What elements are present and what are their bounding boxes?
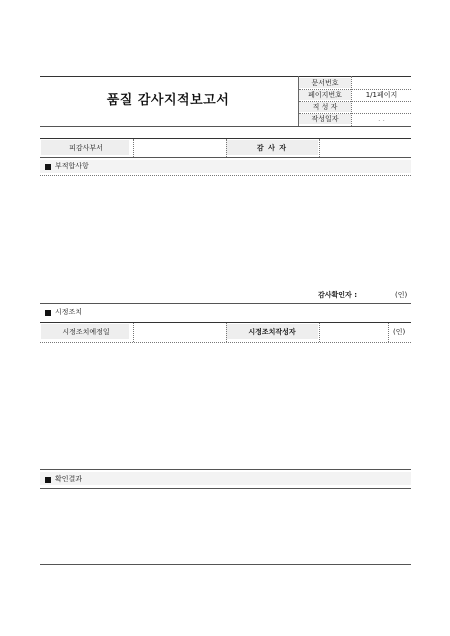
- form-bottom-rule: [40, 564, 411, 565]
- corrective-row-bottom-rule: [40, 342, 411, 343]
- doc-number-label: 문서번호: [311, 79, 339, 87]
- document-title: 품질 감사지적보고서: [106, 93, 230, 108]
- audit-confirmer-label: 감사확인자 :: [318, 291, 358, 299]
- audited-dept-label: 피감사부서: [69, 144, 103, 152]
- meta-row-rule: [299, 89, 411, 90]
- audit-row-bottom-rule: [40, 157, 411, 158]
- auditor-label: 감 사 자: [256, 144, 288, 152]
- page-number-label: 페이지번호: [308, 91, 342, 99]
- author-label: 직 성 자: [312, 103, 338, 111]
- header-bottom-rule: [40, 126, 411, 127]
- square-bullet-icon: [45, 477, 51, 483]
- date-value[interactable]: . .: [378, 115, 385, 123]
- corrective-author-label: 시정조치작성자: [248, 328, 296, 336]
- corrective-content-area[interactable]: [40, 345, 411, 465]
- seal-mark[interactable]: (인): [393, 328, 406, 336]
- meta-row-rule: [299, 113, 411, 114]
- corrective-heading: 시정조치: [55, 308, 83, 316]
- nonconformity-content-area[interactable]: [40, 177, 411, 285]
- date-label: 작성일자: [311, 115, 339, 123]
- cell-divider: [319, 323, 320, 342]
- cell-divider: [388, 323, 389, 342]
- section-header-bg: [40, 472, 411, 485]
- section-divider: [40, 469, 411, 470]
- verification-heading: 확인결과: [55, 475, 83, 483]
- section-rule: [40, 488, 411, 489]
- verification-content-area[interactable]: [40, 490, 411, 562]
- square-bullet-icon: [45, 310, 51, 316]
- cell-divider: [133, 323, 134, 342]
- nonconformity-heading: 부적합사항: [55, 162, 89, 170]
- planned-date-label: 시정조치예정일: [62, 328, 110, 336]
- meta-row-rule: [299, 101, 411, 102]
- section-header-bg: [40, 160, 411, 173]
- square-bullet-icon: [45, 164, 51, 170]
- cell-divider: [133, 139, 134, 157]
- section-divider: [40, 303, 411, 304]
- header-top-rule: [40, 76, 411, 77]
- seal-mark[interactable]: (인): [395, 291, 408, 299]
- cell-divider: [319, 139, 320, 157]
- section-rule: [40, 175, 411, 176]
- page-number-value[interactable]: 1/1페이지: [365, 91, 398, 99]
